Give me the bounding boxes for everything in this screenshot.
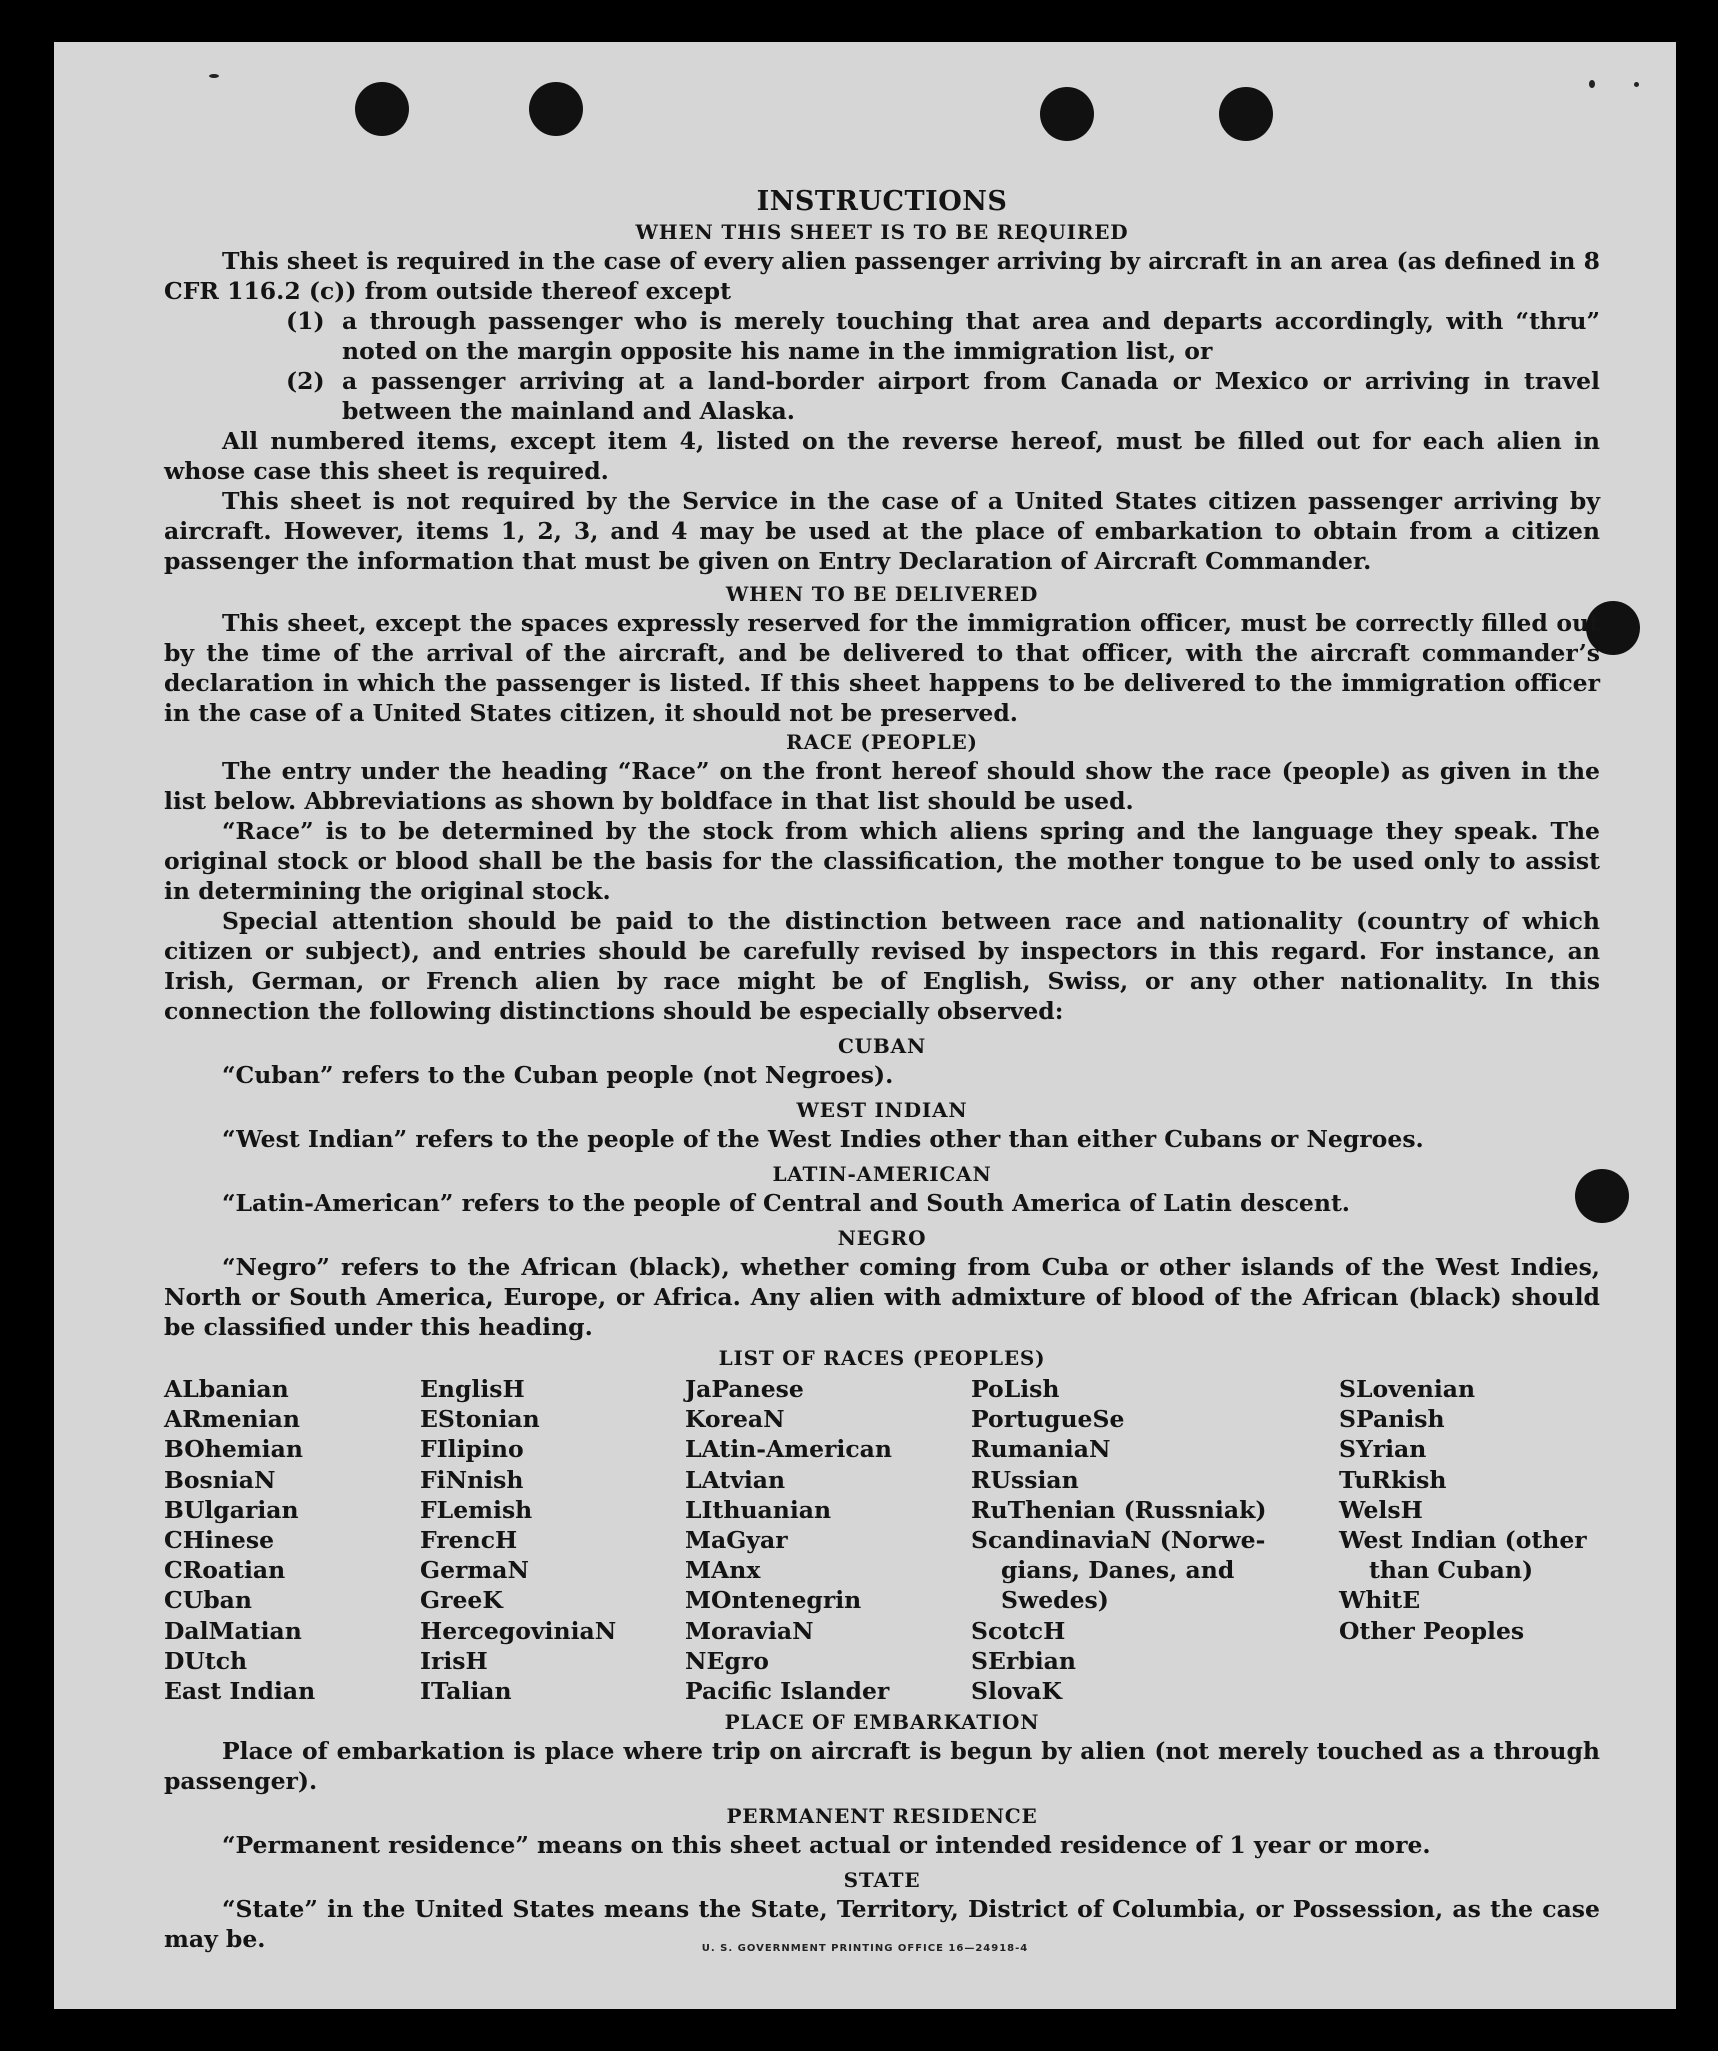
race-entry: FLemish <box>420 1495 533 1524</box>
race-entry: SLovenian <box>1339 1375 1476 1403</box>
race-entry: SErbian <box>971 1646 1076 1675</box>
race-entry: LAtin-American <box>685 1435 892 1464</box>
paragraph: “Race” is to be determined by the stock from which aliens spring and the language they speak. The original stock or blood shall be the basis for the classification, the mother tongue to be used only to assist in determining the original stock. <box>164 817 1600 905</box>
heading-list-of-races: LIST OF RACES (PEOPLES) <box>718 1346 1046 1370</box>
race-entry: CUban <box>164 1586 252 1615</box>
instructions-content <box>164 144 1600 1954</box>
race-entry: TuRkish <box>1339 1465 1447 1494</box>
race-entry: Other Peoples <box>1339 1616 1525 1645</box>
race-column-1 <box>164 1374 420 1706</box>
paragraph: “State” in the United States means the State, Territory, District of Columbia, or Possession, as the case may be. <box>164 1895 1600 1954</box>
race-column-2 <box>420 1374 685 1706</box>
race-entry: RumaniaN <box>971 1435 1111 1464</box>
race-entry: MOntenegrin <box>685 1586 862 1615</box>
race-entry: NEgro <box>685 1646 769 1675</box>
paragraph: “Latin-American” refers to the people of Central and South America of Latin descent. <box>222 1189 1350 1217</box>
race-entry: ScotcH <box>971 1616 1066 1645</box>
race-entry: MoraviaN <box>685 1616 814 1645</box>
race-entry: Pacific Islander <box>685 1677 890 1706</box>
heading-cuban: CUBAN <box>837 1034 927 1058</box>
race-entry: CHinese <box>164 1526 275 1555</box>
race-entry: West Indian (other <box>1339 1526 1587 1555</box>
race-entry: ARmenian <box>164 1405 300 1434</box>
race-entry: PortugueSe <box>971 1405 1125 1434</box>
race-entry: GreeK <box>420 1586 503 1615</box>
race-entry: ScandinaviaN (Norwe- <box>971 1526 1266 1555</box>
race-entry-continued: than Cuban) <box>1369 1556 1534 1585</box>
race-entry: ALbanian <box>164 1375 289 1403</box>
race-entry: PoLish <box>971 1375 1060 1403</box>
heading-negro: NEGRO <box>837 1226 927 1250</box>
race-entry: DalMatian <box>164 1616 302 1645</box>
paragraph: This sheet, except the spaces expressly reserved for the immigration officer, must be correctly filled out by the time of the arrival of the aircraft, and be delivered to that officer, with the aircraft commander’s declaration in which the passenger is listed. If this sheet happens to be delivered to the immigration officer in the case of a United States citizen, it should not be preserved. <box>164 609 1600 727</box>
heading-state: STATE <box>843 1868 921 1893</box>
item-number: (2) <box>286 367 325 395</box>
race-entry: RUssian <box>971 1465 1079 1494</box>
race-entry: DUtch <box>164 1646 248 1675</box>
race-entry: GermaN <box>420 1556 529 1585</box>
heading-latin-american: LATIN-AMERICAN <box>772 1162 992 1186</box>
document-sheet <box>54 42 1676 2009</box>
item-number: (1) <box>286 307 325 335</box>
race-entry: CRoatian <box>164 1556 286 1585</box>
race-entry: BOhemian <box>164 1435 303 1464</box>
race-entry: LAtvian <box>685 1465 786 1494</box>
punch-hole-1 <box>355 82 409 136</box>
race-entry: ITalian <box>420 1677 512 1706</box>
race-entry: RuThenian (Russniak) <box>971 1495 1267 1524</box>
race-entry: BosniaN <box>164 1465 276 1494</box>
heading-permanent-residence: PERMANENT RESIDENCE <box>726 1804 1038 1829</box>
heading-west-indian: WEST INDIAN <box>796 1098 968 1122</box>
race-entry: FiNnish <box>420 1465 524 1494</box>
heading-race: RACE (PEOPLE) <box>786 730 978 754</box>
paragraph: “Negro” refers to the African (black), whether coming from Cuba or other islands of the West Indies, North or South America, Europe, or Africa. Any alien with admixture of blood of the African (black) should be classified under this heading. <box>164 1253 1600 1341</box>
heading-embarkation: PLACE OF EMBARKATION <box>724 1710 1040 1735</box>
race-entry: MAnx <box>685 1556 761 1585</box>
heading-when-required: WHEN THIS SHEET IS TO BE REQUIRED <box>635 220 1129 244</box>
race-entry: WelsH <box>1339 1495 1423 1524</box>
race-entry: WhitE <box>1339 1586 1421 1615</box>
race-entry-continued: Swedes) <box>1001 1586 1109 1615</box>
race-entry: EStonian <box>420 1405 540 1434</box>
paragraph: All numbered items, except item 4, listed on the reverse hereof, must be filled out for each alien in whose case this sheet is required. <box>164 427 1600 485</box>
race-list <box>164 1374 1600 1706</box>
race-entry: EnglisH <box>420 1375 525 1403</box>
race-entry: East Indian <box>164 1677 316 1706</box>
race-entry: JaPanese <box>685 1375 804 1403</box>
punch-hole-2 <box>529 82 583 136</box>
item-text: a passenger arriving at a land-border airport from Canada or Mexico or arriving in travel between the mainland and Alaska. <box>342 367 1600 425</box>
race-entry: HercegoviniaN <box>420 1616 617 1645</box>
list-item <box>286 306 1600 366</box>
item-text: a through passenger who is merely touching that area and departs accordingly, with “thru” noted on the margin opposite his name in the immigration list, or <box>342 307 1600 365</box>
paragraph: Special attention should be paid to the distinction between race and nationality (country of which citizen or subject), and entries should be carefully revised by inspectors in this regard. For instance, an Irish, German, or French alien by race might be of English, Swiss, or any other nationality. In this connection the following distinctions should be especially observed: <box>164 907 1600 1025</box>
race-column-5 <box>1339 1374 1599 1706</box>
race-column-4 <box>971 1374 1339 1706</box>
printer-imprint: U. S. GOVERNMENT PRINTING OFFICE 16—24918-4 <box>701 1943 1029 1954</box>
race-entry: LIthuanian <box>685 1495 832 1524</box>
heading-when-delivered: WHEN TO BE DELIVERED <box>725 582 1039 606</box>
race-entry: SYrian <box>1339 1435 1427 1464</box>
paragraph: This sheet is not required by the Service in the case of a United States citizen passenger arriving by aircraft. However, items 1, 2, 3, and 4 may be used at the place of embarkation to obtain from a citizen passenger the information that must be given on Entry Declaration of Aircraft Commander. <box>164 487 1600 575</box>
race-column-3 <box>685 1374 971 1706</box>
race-entry: BUlgarian <box>164 1495 299 1524</box>
paragraph: This sheet is required in the case of every alien passenger arriving by aircraft in an area (as defined in 8 CFR 116.2 (c)) from outside thereof except <box>164 247 1600 305</box>
list-item <box>286 366 1600 426</box>
paragraph: Place of embarkation is place where trip on aircraft is begun by alien (not merely touched as a through passenger). <box>164 1737 1600 1796</box>
paragraph: “Cuban” refers to the Cuban people (not Negroes). <box>222 1061 894 1089</box>
race-entry: FrencH <box>420 1526 518 1555</box>
race-entry: MaGyar <box>685 1526 788 1555</box>
page-title: INSTRUCTIONS <box>756 186 1008 217</box>
speck <box>209 74 219 78</box>
speck <box>1589 80 1595 88</box>
punch-hole-4 <box>1219 87 1273 141</box>
punch-hole-3 <box>1040 87 1094 141</box>
race-entry: FIlipino <box>420 1435 524 1464</box>
paragraph: “West Indian” refers to the people of the West Indies other than either Cubans or Negroes. <box>222 1125 1424 1153</box>
race-entry: SPanish <box>1339 1405 1445 1434</box>
race-entry: IrisH <box>420 1646 488 1675</box>
race-entry: SlovaK <box>971 1677 1062 1706</box>
race-entry: KoreaN <box>685 1405 785 1434</box>
paragraph: “Permanent residence” means on this sheet actual or intended residence of 1 year or more. <box>222 1831 1431 1860</box>
speck <box>1634 82 1639 87</box>
paragraph: The entry under the heading “Race” on the front hereof should show the race (people) as given in the list below. Abbreviations as shown by boldface in that list should be used. <box>164 757 1600 815</box>
race-entry-continued: gians, Danes, and <box>1001 1556 1235 1585</box>
